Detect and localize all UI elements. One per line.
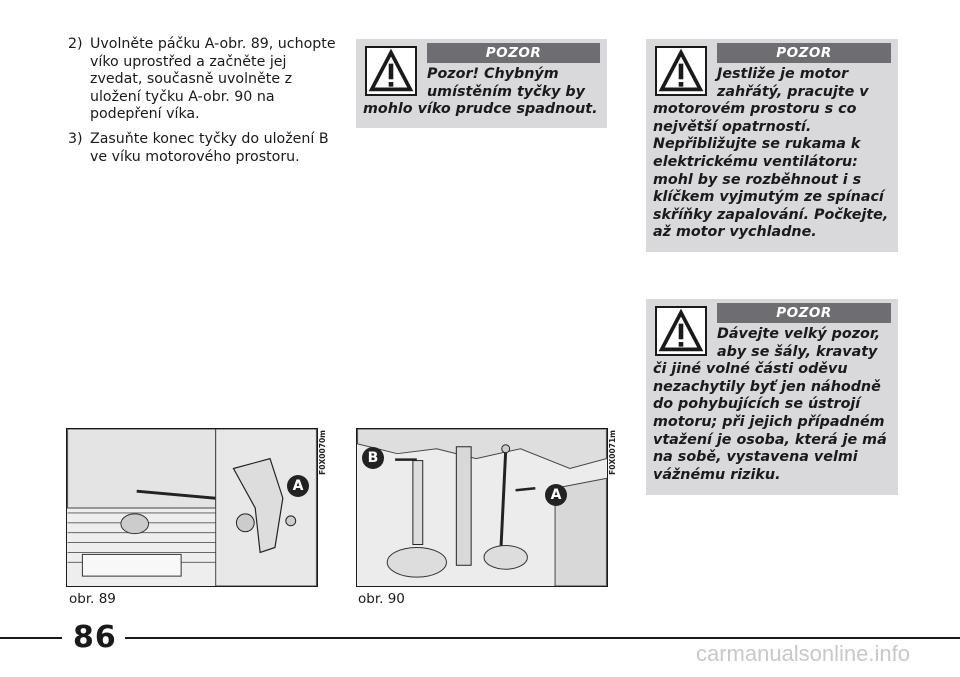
figure-90 xyxy=(356,428,608,587)
footer-rule-right xyxy=(125,637,960,639)
page-number: 86 xyxy=(73,620,117,655)
footer-rule-left xyxy=(0,637,62,639)
instruction-steps xyxy=(68,36,338,173)
figure-code: F0X0071m xyxy=(608,430,617,475)
warning-title: POZOR xyxy=(717,303,891,323)
warning-triangle-icon xyxy=(655,46,707,96)
label-b-badge: B xyxy=(362,447,384,469)
warning-text: Dávejte velký pozor, aby se šály, kravaty či jiné volné části oděvu nezachytily byť jen náhodně do pohybujících se ústrojí motoru; při jejich případném vtažení je osoba, která je má na sobě, vystavena velmi vážnému riziku. xyxy=(653,326,887,483)
figure-caption: obr. 89 xyxy=(69,591,116,607)
step-number: 2) xyxy=(68,36,83,52)
warning-text: Jestliže je motor zahřátý, pracujte v motorovém prostoru s co největší opatrností. Nepřibližujte se rukama k elektrickému ventilátoru: mohl by se rozběhnout i s klíčkem vyjmutým ze spínací skříňky zapalování. Počkejte, až motor vychladne. xyxy=(653,66,889,241)
step-text: Zasuňte konec tyčky do uložení B ve víku motorového prostoru. xyxy=(90,130,329,165)
figure-caption: obr. 90 xyxy=(358,591,405,607)
figure-90-illustration xyxy=(357,429,607,586)
step-item xyxy=(68,131,338,166)
warning-box-1 xyxy=(356,39,607,128)
watermark: carmanualsonline.info xyxy=(695,641,910,666)
warning-title: POZOR xyxy=(717,43,891,63)
step-text: Uvolněte páčku A-obr. 89, uchopte víko uprostřed a začněte jej zvedat, současně uvolněte z uložení tyčku A-obr. 90 na podepření víka. xyxy=(90,36,336,123)
step-item xyxy=(68,36,338,124)
warning-title: POZOR xyxy=(427,43,600,63)
warning-box-3 xyxy=(646,299,898,495)
figure-code: F0X0070m xyxy=(318,430,327,475)
warning-triangle-icon xyxy=(655,306,707,356)
warning-text: Pozor! Chybným umístěním tyčky by mohlo víko prudce spadnout. xyxy=(363,66,598,118)
label-a-badge: A xyxy=(545,484,567,506)
warning-triangle-icon xyxy=(365,46,417,96)
figure-89 xyxy=(66,428,318,587)
label-a-badge: A xyxy=(287,475,309,497)
step-number: 3) xyxy=(68,130,83,147)
figure-89-illustration xyxy=(67,429,317,586)
warning-box-2 xyxy=(646,39,898,252)
